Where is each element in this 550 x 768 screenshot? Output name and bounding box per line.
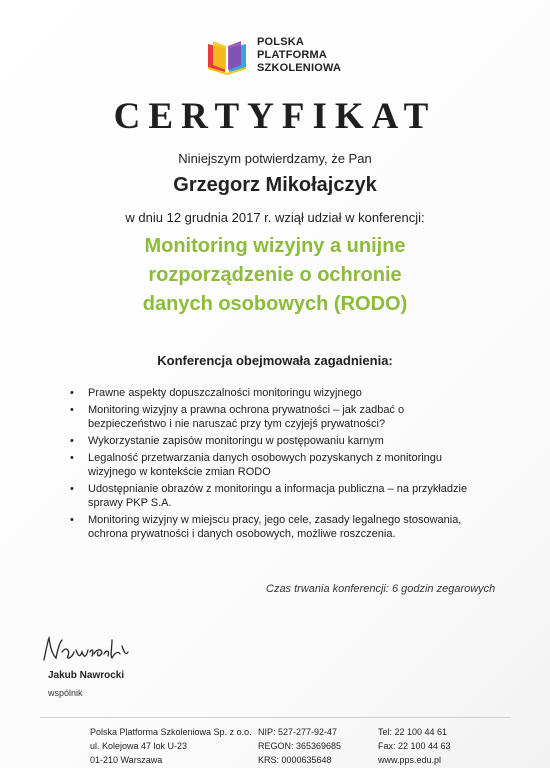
bullet-icon: • [70, 514, 74, 526]
topic-item [70, 386, 470, 400]
topics-heading: Konferencja obejmowała zagadnienia: [157, 353, 393, 368]
topic-text: Udostępnianie obrazów z monitoringu a informacja publiczna – na przykładzie sprawy PKP S.A. [88, 483, 468, 509]
certificate-title: CERTYFIKAT [113, 96, 437, 137]
confirmation-text: Niniejszym potwierdzamy, że Pan [178, 151, 372, 166]
bullet-icon: • [70, 435, 74, 447]
bullet-icon: • [70, 387, 74, 399]
conference-title-line-3: danych osobowych (RODO) [142, 293, 408, 315]
logo-line-3: SZKOLENIOWA [257, 62, 342, 74]
signer-role: wspólnik [48, 688, 83, 698]
topic-item [70, 434, 470, 448]
footer-address [90, 725, 252, 767]
footer-city: 01-210 Warszawa [90, 755, 163, 765]
footer-www: www.pps.edu.pl [378, 755, 442, 765]
footer-company: Polska Platforma Szkoleniowa Sp. z o.o. [90, 727, 252, 737]
logo-text [257, 36, 341, 75]
attendance-text: w dniu 12 grudnia 2017 r. wziął udział w konferencji: [125, 210, 425, 225]
open-book-icon [205, 38, 249, 76]
duration-text: Czas trwania konferencji: 6 godzin zegarowych [266, 583, 496, 595]
topic-text: Legalność przetwarzania danych osobowych pozyskanych z monitoringu wizyjnego w kontekście zmian RODO [88, 452, 443, 478]
logo-line-2: PLATFORMA [257, 49, 328, 61]
topic-item [70, 513, 470, 541]
bullet-icon: • [70, 404, 74, 416]
conference-title-line-2: rozporządzenie o ochronie [148, 264, 402, 286]
footer-tel: Tel: 22 100 44 61 [378, 727, 448, 737]
recipient-name: Grzegorz Mikołajczyk [173, 174, 377, 196]
topic-text: Monitoring wizyjny a prawna ochrona prywatności – jak zadbać o bezpieczeństwo i nie naruszać przy tym czyjejś prywatności? [88, 404, 405, 430]
footer-nip: NIP: 527-277-92-47 [258, 727, 338, 737]
topic-item [70, 451, 470, 479]
footer-street: ul. Kolejowa 47 lok U-23 [90, 741, 188, 751]
footer-contact [378, 725, 451, 767]
footer-registration [258, 725, 341, 767]
topic-item [70, 403, 470, 431]
bullet-icon: • [70, 452, 74, 464]
footer-regon: REGON: 365369685 [258, 741, 342, 751]
conference-title-line-1: Monitoring wizyjny a unijne [144, 235, 406, 257]
footer-krs: KRS: 0000635648 [258, 755, 332, 765]
topic-item [70, 482, 470, 510]
signer-name: Jakub Nawrocki [48, 670, 125, 681]
topics-list [70, 386, 470, 544]
conference-title [0, 232, 550, 319]
bullet-icon: • [70, 483, 74, 495]
handwritten-signature [40, 632, 140, 668]
company-logo [205, 36, 365, 80]
footer-divider [40, 717, 510, 718]
logo-line-1: POLSKA [257, 36, 305, 48]
topic-text: Prawne aspekty dopuszczalności monitoringu wizyjnego [88, 387, 362, 399]
footer-fax: Fax: 22 100 44 63 [378, 741, 451, 751]
topic-text: Wykorzystanie zapisów monitoringu w postępowaniu karnym [88, 435, 384, 447]
topic-text: Monitoring wizyjny w miejscu pracy, jego cele, zasady legalnego stosowania, ochrona prywatności i danych osobowych, możliwe roszczenia. [88, 514, 462, 540]
